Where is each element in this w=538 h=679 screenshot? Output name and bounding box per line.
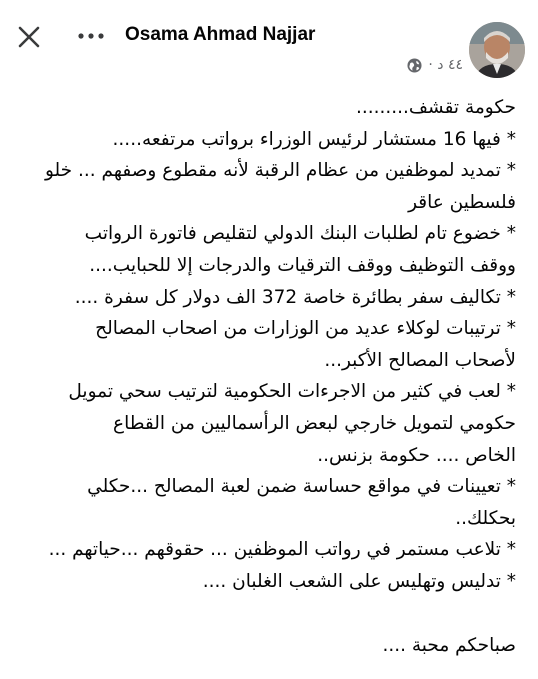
post-line: بحكلك.. xyxy=(455,507,516,529)
author-name[interactable]: Osama Ahmad Najjar xyxy=(125,24,316,45)
post-line: * خضوع تام لطلبات البنك الدولي لتقليص فاتورة الرواتب xyxy=(84,223,516,245)
globe-icon[interactable] xyxy=(407,58,422,73)
post-meta xyxy=(407,57,463,73)
post-line: * تعيينات في مواقع حساسة ضمن لعبة المصالح ...حكلي xyxy=(87,476,516,498)
post-line: لأصحاب المصالح الأكبر... xyxy=(324,349,516,371)
post-line: حكومة تقشف......... xyxy=(355,97,516,118)
post-line: * لعب في كثير من الاجرءات الحكومية لترتيب سحي تمويل xyxy=(68,381,516,403)
post-text xyxy=(10,92,516,661)
close-icon xyxy=(18,26,40,48)
post-line: حكومي لتمويل خارجي لبعض الرأسماليين من القطاع xyxy=(113,412,516,434)
post-header xyxy=(0,0,538,90)
post-line: * فيها 16 مستشار لرئيس الوزراء برواتب مرتفعه..... xyxy=(112,128,516,150)
post-blank-line xyxy=(10,598,516,630)
more-options-button[interactable] xyxy=(75,26,107,46)
post-line: * تكاليف سفر بطائرة خاصة 372 الف دولار كل سفرة .... xyxy=(74,286,516,308)
post-line: * تدليس وتهليس على الشعب الغلبان .... xyxy=(202,570,516,592)
more-options-icon xyxy=(77,32,105,40)
close-button[interactable] xyxy=(12,20,46,54)
post-line: * تلاعب مستمر في رواتب الموظفين ... حقوقهم ...حياتهم ... xyxy=(48,539,516,561)
post-line: فلسطين عاقر xyxy=(408,191,516,213)
post-time[interactable]: ٤٤ د · xyxy=(428,57,463,73)
post-line: ووقف التوظيف ووقف الترقيات والدرجات إلا للحبايب.... xyxy=(89,254,516,276)
post-line: * ترتيبات لوكلاء عديد من الوزارات من اصحاب المصالح xyxy=(95,318,516,340)
post-line: صباحكم محبة .... xyxy=(382,634,516,656)
avatar-image xyxy=(469,22,525,78)
post-line: * تمديد لموظفين من عظام الرقبة لأنه مقطوع وصفهم ... خلو xyxy=(45,160,516,182)
post-line: الخاص .... حكومة بزنس.. xyxy=(317,444,516,466)
avatar[interactable] xyxy=(469,22,525,78)
